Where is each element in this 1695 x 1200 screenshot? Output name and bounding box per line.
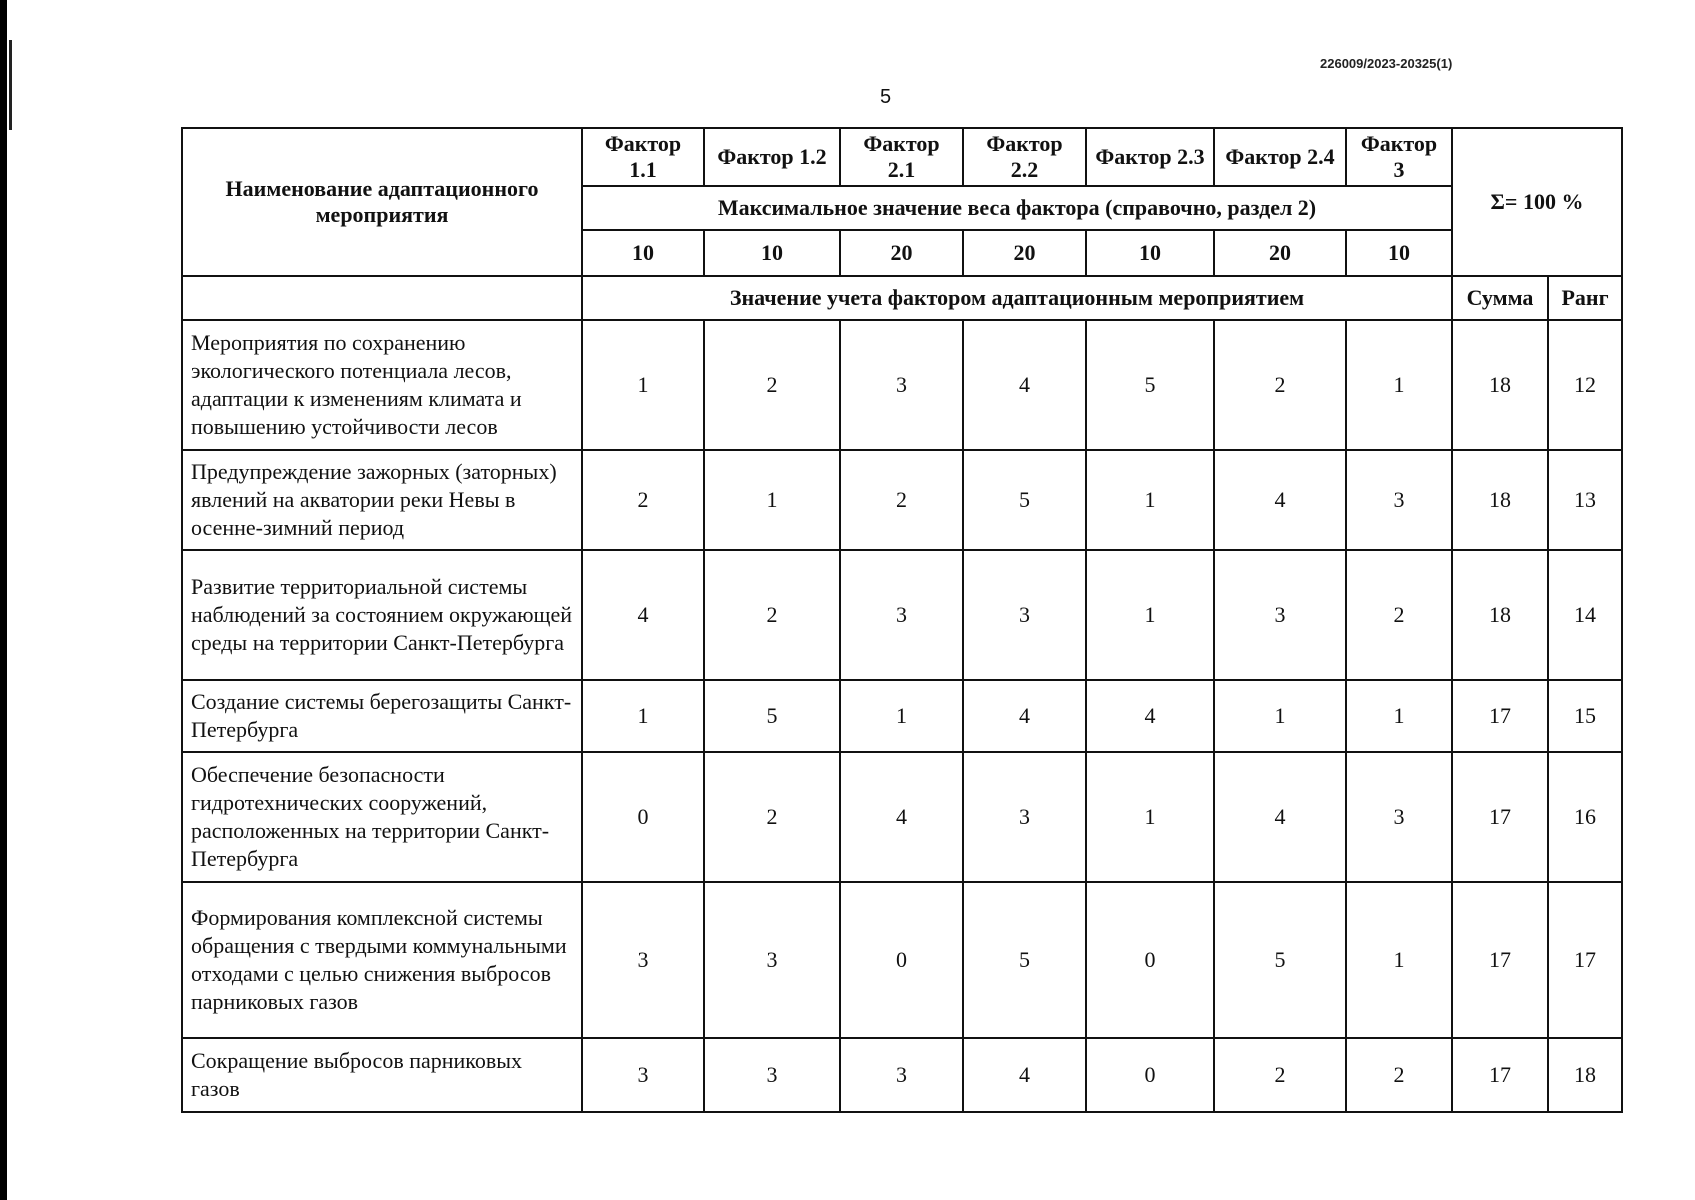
rank-value: 16 xyxy=(1548,752,1622,882)
factor-value: 3 xyxy=(704,1038,840,1112)
factor-value: 4 xyxy=(1214,450,1346,550)
factor-value: 4 xyxy=(1086,680,1214,752)
rank-value: 13 xyxy=(1548,450,1622,550)
weight-cell: 10 xyxy=(704,230,840,276)
factor-value: 0 xyxy=(840,882,963,1038)
scan-edge xyxy=(0,0,7,1200)
factor-header: Фактор 1.2 xyxy=(704,128,840,186)
measure-name: Формирования комплексной системы обращения с твердыми коммунальными отходами с целью снижения выбросов парниковых газов xyxy=(182,882,582,1038)
weight-cell: 20 xyxy=(963,230,1086,276)
factor-value: 4 xyxy=(963,680,1086,752)
measure-name: Обеспечение безопасности гидротехнических сооружений, расположенных на территории Санкт-Петербурга xyxy=(182,752,582,882)
name-column-header-tail xyxy=(182,276,582,320)
factor-value: 2 xyxy=(840,450,963,550)
rank-header: Ранг xyxy=(1548,276,1622,320)
factor-value: 5 xyxy=(1214,882,1346,1038)
factor-value: 3 xyxy=(840,320,963,450)
sum-value: 17 xyxy=(1452,752,1548,882)
factor-value: 5 xyxy=(1086,320,1214,450)
factor-value: 3 xyxy=(840,1038,963,1112)
factor-value: 1 xyxy=(1086,550,1214,680)
factor-value: 2 xyxy=(1214,1038,1346,1112)
factors-table xyxy=(181,127,1623,1113)
factor-value: 2 xyxy=(1346,550,1452,680)
sum-value: 18 xyxy=(1452,320,1548,450)
factor-value: 4 xyxy=(840,752,963,882)
factor-value: 1 xyxy=(582,680,704,752)
factor-value: 3 xyxy=(963,550,1086,680)
factor-value: 4 xyxy=(1214,752,1346,882)
measure-name: Предупреждение зажорных (заторных) явлений на акватории реки Невы в осенне-зимний период xyxy=(182,450,582,550)
factor-value: 4 xyxy=(582,550,704,680)
table-row xyxy=(182,1038,1622,1112)
factor-value: 5 xyxy=(704,680,840,752)
account-header: Значение учета фактором адаптационным мероприятием xyxy=(582,276,1452,320)
table-body xyxy=(182,320,1622,1112)
factor-value: 3 xyxy=(963,752,1086,882)
factor-value: 3 xyxy=(704,882,840,1038)
factor-value: 0 xyxy=(582,752,704,882)
factor-header: Фактор 2.4 xyxy=(1214,128,1346,186)
sum-value: 17 xyxy=(1452,882,1548,1038)
sum-value: 18 xyxy=(1452,550,1548,680)
factor-value: 1 xyxy=(1214,680,1346,752)
factor-value: 3 xyxy=(1346,752,1452,882)
factor-value: 1 xyxy=(1346,882,1452,1038)
factor-header: Фактор 2.2 xyxy=(963,128,1086,186)
factor-value: 3 xyxy=(1346,450,1452,550)
rank-value: 14 xyxy=(1548,550,1622,680)
weight-cell: 10 xyxy=(582,230,704,276)
table-row xyxy=(182,320,1622,450)
table-row xyxy=(182,882,1622,1038)
factor-header: Фактор 1.1 xyxy=(582,128,704,186)
sum-value: 17 xyxy=(1452,1038,1548,1112)
factor-header: Фактор 3 xyxy=(1346,128,1452,186)
factor-value: 3 xyxy=(1214,550,1346,680)
factor-value: 2 xyxy=(704,320,840,450)
table-row xyxy=(182,550,1622,680)
measure-name: Развитие территориальной системы наблюдений за состоянием окружающей среды на территории Санкт-Петербурга xyxy=(182,550,582,680)
max-weight-header: Максимальное значение веса фактора (справочно, раздел 2) xyxy=(582,186,1452,230)
rank-value: 17 xyxy=(1548,882,1622,1038)
page-number: 5 xyxy=(880,86,892,108)
table-row xyxy=(182,450,1622,550)
factor-value: 3 xyxy=(840,550,963,680)
table-row xyxy=(182,752,1622,882)
factor-value: 1 xyxy=(1346,680,1452,752)
factor-value: 1 xyxy=(1086,450,1214,550)
sum-header: Сумма xyxy=(1452,276,1548,320)
weight-cell: 20 xyxy=(1214,230,1346,276)
factor-value: 1 xyxy=(1346,320,1452,450)
scan-edge-mark xyxy=(9,40,12,130)
factor-value: 3 xyxy=(582,1038,704,1112)
weight-cell: 10 xyxy=(1086,230,1214,276)
rank-value: 18 xyxy=(1548,1038,1622,1112)
document-id: 226009/2023-20325(1) xyxy=(1320,56,1453,71)
factor-value: 0 xyxy=(1086,882,1214,1038)
factor-header: Фактор 2.3 xyxy=(1086,128,1214,186)
measure-name: Сокращение выбросов парниковых газов xyxy=(182,1038,582,1112)
table-row xyxy=(182,680,1622,752)
factor-value: 1 xyxy=(840,680,963,752)
name-column-header: Наименование адаптационного мероприятия xyxy=(182,128,582,276)
factor-value: 2 xyxy=(1214,320,1346,450)
sum-value: 18 xyxy=(1452,450,1548,550)
measure-name: Мероприятия по сохранению экологического потенциала лесов, адаптации к изменениям климата и повышению устойчивости лесов xyxy=(182,320,582,450)
sigma-header: Σ= 100 % xyxy=(1452,128,1622,276)
weight-cell: 20 xyxy=(840,230,963,276)
factor-value: 5 xyxy=(963,882,1086,1038)
measure-name: Создание системы берегозащиты Санкт-Петербурга xyxy=(182,680,582,752)
rank-value: 15 xyxy=(1548,680,1622,752)
factor-value: 2 xyxy=(704,550,840,680)
factor-value: 3 xyxy=(582,882,704,1038)
factor-value: 0 xyxy=(1086,1038,1214,1112)
factor-value: 1 xyxy=(704,450,840,550)
factor-value: 2 xyxy=(582,450,704,550)
factor-value: 2 xyxy=(1346,1038,1452,1112)
factor-value: 2 xyxy=(704,752,840,882)
factor-value: 5 xyxy=(963,450,1086,550)
factor-value: 1 xyxy=(1086,752,1214,882)
weight-cell: 10 xyxy=(1346,230,1452,276)
factor-value: 4 xyxy=(963,320,1086,450)
factor-header: Фактор 2.1 xyxy=(840,128,963,186)
sum-value: 17 xyxy=(1452,680,1548,752)
rank-value: 12 xyxy=(1548,320,1622,450)
factor-value: 4 xyxy=(963,1038,1086,1112)
factor-value: 1 xyxy=(582,320,704,450)
